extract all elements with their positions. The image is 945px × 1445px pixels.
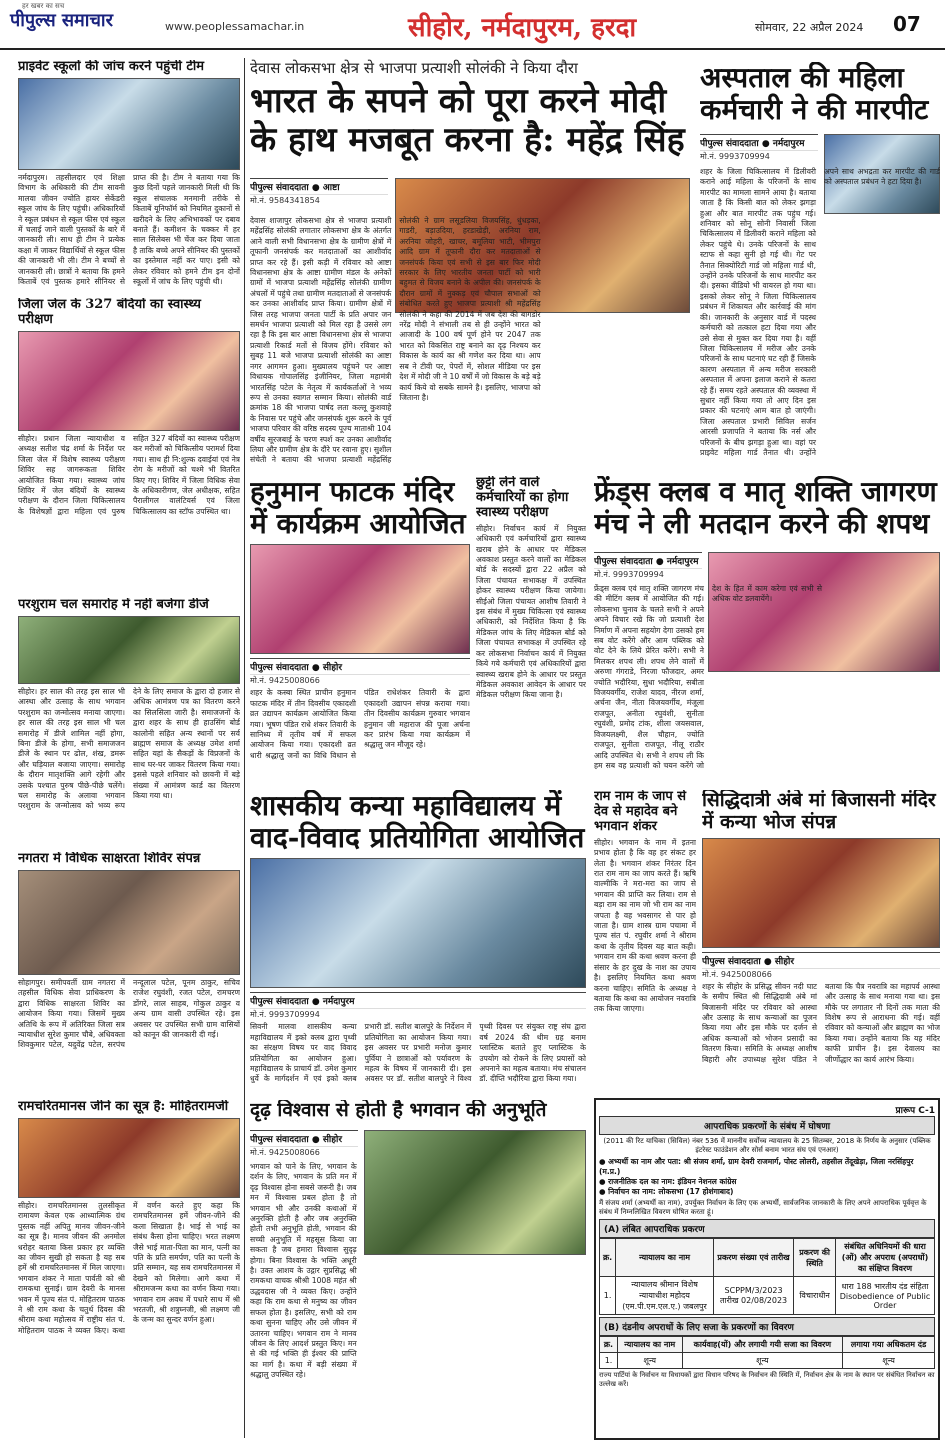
cell-sr: 1.	[600, 1353, 618, 1369]
headline: राम नाम के जाप से देव से महादेव बने भगवान शंकर	[594, 790, 687, 834]
photo-jail	[18, 331, 240, 431]
table-row	[600, 1277, 935, 1315]
cell-case-no: SCPPM/3/2023 तारीख 02/08/2023	[713, 1277, 793, 1315]
article-jail	[18, 298, 240, 588]
tagline: हर खबर का सच	[22, 2, 65, 10]
headline: हनुमान फाटक मंदिर में कार्यक्रम आयोजित	[250, 476, 466, 541]
article-siddhidatri	[702, 790, 940, 1090]
cell-sections: धारा 188 भारतीय दंड संहिता Disobedience of Public Order	[835, 1277, 934, 1315]
section-b-title: (B) दंडनीय अपराधों के लिए सजा के प्रकरणों का विवरण	[599, 1317, 935, 1336]
notice-election: ● निर्वाचन का नाम: लोकसभा (17 होशंगाबाद)	[599, 1187, 734, 1196]
photo-parshuram	[18, 616, 240, 684]
mobile: मो.नं. 9584341854	[250, 196, 320, 205]
article-drid	[250, 1100, 586, 1438]
col-court: न्यायालय का नाम	[618, 1337, 682, 1353]
notice-party: ● राजनीतिक दल का नाम: इंडियन नेशनल कांग्रेस	[599, 1177, 737, 1186]
issue-date: सोमवार, 22 अप्रैल 2024	[755, 21, 864, 34]
mobile: मो.नं. 9425008066	[250, 676, 320, 686]
notice-intro: (2011 की रिट याचिका (सिविल) नंबर 536 में माननीय सर्वोच्च न्यायालय के 25 सितम्बर, 2018 के निर्णय के अनुसार (पब्लिक इंटरेस्ट फाउंडेशन और सोर्स बनाम भारत संघ एवं एनआर)	[603, 1137, 931, 1154]
logo: पीपुल्स समाचार	[10, 10, 113, 31]
table-convictions	[599, 1336, 935, 1369]
article-body: फ्रेंड्स क्लब एवं मातृ शक्ति जागरण मंच की मीटिंग क्लब में आयोजित की गई। लोकसभा चुनाव के चलते सभी ने अपने अपने विचार रखे कि जो प्रत्याशी देश निर्माण में अपना सहयोग देगा उसको हम सब वोट करेंगे और आम पब्लिक को वोट देने के लिये प्रेरित करेंगे। सभी ने मिलकर शपथ ली। शपथ लेने वालों में अरुणा गंगराडे, निरजा फौजदार, अमर ज्योति भदौरिया, सुधा भदौरिया, सबीता विजयवर्गीय, राजेश यादव, नीरज शर्मा, अर्चना जैन, नीता विजयवर्गीय, मंजूला राजपूत, अनीता रघुवंशी, सुनीता रघुवंशी, प्रमोद टांक, शीला जयसवाल, विजयलक्ष्मी, शैल चौहान, ज्योति राजपूत, सुनीता राजपूत, नीलू राठौर आदि उपस्थित थे। सभी ने शपथ ली कि हम सब वह प्रत्याशी को चयन करेंगे जो देश के हित में काम करेगा एवं सभी से अधिक वोट डलवायेंगे।	[594, 584, 822, 770]
byline: पीपुल्स संवाददाता ● नर्मदापुरम	[700, 134, 818, 151]
article-chhutti	[476, 476, 586, 776]
col-sentence: कार्यवाह(यों) और लगायी गयी सजा का विवरण	[682, 1337, 843, 1353]
headline: प्राइवेट स्कूलों की जांच करने पहुंची टीम	[18, 60, 205, 74]
column-rule	[244, 58, 245, 1438]
article-body: सीहोर। भगवान के नाम में इतना प्रभाव होता है कि वह हर संकट हर लेता है। भगवान शंकर निरंतर दिन रात राम नाम का जाप करते हैं। ऋषि वाल्मीकि ने मरा-मरा का जाप से भगवान की प्राप्ति कर लिया। राम से बड़ा राम का नाम जो भी राम का नाम जपता है वह भवसागर से पार हो जाता है। ग्राम शास्त्र ग्राम पचामा में पूज्य संत पं. रघुवीर शर्मा ने श्रीराम कथा के तृतीय दिवस यह बात कही। भगवान राम की कथा श्रवण करना ही संसार के हर दुख के नाश का उपाय है। इसलिए नियमित कथा श्रवण करना चाहिए। समिति के अध्यक्ष ने बताया कि कथा का आयोजन नवरात्रि तक किया जाएगा।	[594, 837, 696, 1014]
article-hospital	[700, 62, 940, 470]
table-row	[600, 1353, 935, 1369]
byline: पीपुल्स संवाददाता ● नर्मदापुरम	[250, 992, 586, 1009]
byline: पीपुल्स संवाददाता ● नर्मदापुरम	[594, 552, 702, 569]
headline: भारत के सपने को पूरा करने मोदी के हाथ मजबूत करना है: महेंद्र सिंह	[250, 81, 685, 161]
cell-max-penalty: शून्य	[843, 1353, 935, 1369]
col-sr: क्र.	[600, 1239, 616, 1277]
headline: रामचरितमानस जीने का सूत्र है: मोहितरामजी	[18, 1100, 229, 1114]
article-ram-naam	[594, 790, 696, 1090]
photo-ramcharit	[18, 1118, 240, 1198]
mobile: मो.नं. 9993709994	[250, 1010, 320, 1020]
photo-inspection	[18, 78, 240, 170]
col-case-no: प्रकरण संख्या एवं तारीख	[713, 1239, 793, 1277]
cell-sentence: शून्य	[682, 1353, 843, 1369]
friends-byline-block	[594, 552, 702, 582]
headline: अस्पताल की महिला कर्मचारी ने की मारपीट	[700, 62, 929, 127]
article-body: सीहोर। निर्वाचन कार्य में नियुक्त अधिकारी एवं कर्मचारियों द्वारा स्वास्थ्य खराब होने के आधार पर मेडिकल अवकाश प्रस्तुत करने वालों का मेडिकल बोर्ड के सदस्यों द्वारा 22 अप्रैल को जिला पंचायत सभाकक्ष में उपस्थित होकर स्वास्थ्य परीक्षण किया जायेगा। सीईओ जिला पंचायत आशीष तिवारी ने इस संबंध में मुख्य चिकित्सा एवं स्वास्थ्य अधिकारी, को निर्देशित किया है कि मेडिकल जांच के लिए मेडिकल बोर्ड को जिला पंचायत सभाकक्ष में उपस्थित रहे कर लोकसभा निर्वाचन कार्य में नियुक्त किये गये कर्मचारी एवं अधिकारियों द्वारा स्वास्थ्य खराब होने के आधार पर प्रस्तुत मेडिकल अवकाश आवेदन के आधार पर मेडिकल परीक्षण किया जाना है।	[476, 523, 586, 700]
notice-declaration: मैं संजय शर्मा (अभ्यर्थी का नाम), उपर्युक्त निर्वाचन के लिए एक अभ्यर्थी, सार्वजनिक जानकारी के लिए अपने आपराधिक पूर्ववृत्त के संबंध में निम्नलिखित विवरण घोषित करता हूं।	[599, 1199, 927, 1216]
website-url[interactable]: www.peoplessamachar.in	[165, 20, 305, 33]
col-sr: क्र.	[600, 1337, 618, 1353]
kicker: देवास लोकसभा क्षेत्र से भाजपा प्रत्याशी सोलंकी ने किया दौरा	[250, 59, 578, 77]
notice-candidate: ● अभ्यर्थी का नाम और पता: श्री संजय शर्मा, ग्राम देवरी राजमार्ग, पोस्ट लोलरी, तहसील तेंदूखेड़ा, जिला नरसिंहपुर (म.प्र.)	[599, 1157, 914, 1176]
cell-status: विचाराधीन	[794, 1277, 836, 1315]
headline: परशुराम चल समारोह में नहीं बजेगा डीजे	[18, 598, 209, 612]
article-private-schools	[18, 60, 240, 290]
masthead	[0, 0, 945, 50]
headline: सिद्धिदात्री अंबे मां बिजासनी मंदिर में कन्या भोज संपन्न	[702, 790, 936, 833]
article-body: सीहोर। हर साल की तरह इस साल भी आस्था और उत्साह के साथ भगवान परशुराम का जन्मोत्सव मनाया जाएगा। हर साल की तरह इस साल भी चल समारोह में डीजे शामिल नहीं होगा, बिना डीजे के होगा, सभी समाजजन डीजे के स्थान पर ढोल, शंख, डमरू और घड़ियाल बजाया जाएगा। समारोह के दौरान मातृशक्ति आगे रहेगी और उसके पश्चात पुरुष पीछे-पीछे चलेंगे। चल समारोह के अलावा भगवान परशुराम के जन्मोत्सव को भव्य रूप देने के लिए समाज के द्वारा दो हजार से अधिक आमंत्रण पत्र का वितरण करने का सिलसिला जारी है। समाजजनों के द्वारा शहर के साथ ही हाउसिंग बोर्ड कालोनी सहित अन्य स्थानों पर सर्व ब्राह्मण समाज के अध्यक्ष उमेश शर्मा सहित यहां के सैकड़ों के विप्रजनों के साथ घर-घर जाकर वितरण किया गया। इससे पहले शनिवार को छावनी में बड़े संख्या में आमंत्रण कार्ड का वितरण किया गया था।	[18, 686, 240, 811]
drid-byline-block	[250, 1130, 358, 1160]
mobile: मो.नं. 9425008066	[250, 1148, 320, 1157]
article-hanuman	[250, 476, 470, 776]
col-court: न्यायालय का नाम	[616, 1239, 714, 1277]
page-number: 07	[893, 12, 921, 36]
notice-footnote: राज्य पार्टियां के निर्वाचन या विधायकों द्वारा विधान परिषद के निर्वाचन की स्थिति में, निर्वाचन क्षेत्र के नाम के स्थान पर संबंधित निर्वाचन का उल्लेख करें।	[599, 1371, 935, 1388]
article-body: सीहोर। प्रधान जिला न्यायाधीश व अध्यक्ष सतीश चंद्र शर्मा के निर्देश पर जिला जेल में विशेष स्वास्थ्य परीक्षण शिविर सह जागरूकता शिविर आयोजित किया गया। स्वास्थ्य जांच शिविर में जेल बंदियों के स्वास्थ्य परीक्षण के दौरान जिला चिकित्सालय के विशेषज्ञों द्वारा महिला एवं पुरुष सहित 327 बंदियों का स्वास्थ्य परीक्षण कर मरीजों को चिकित्सीय परामर्श दिया गया। साथ ही नि:शुल्क दवाईयां एवं नेत्र रोग के मरीजों को चश्मे भी वितरित किए गए। शिविर में जिला विधिक सेवा के अधिकारीगण, जेल अधीक्षक, सहित पैरालीगल वालंटियर्स एवं जिला चिकित्सालय का स्टॉफ उपस्थित था।	[18, 433, 240, 516]
byline: पीपुल्स संवाददाता ● आष्टा	[250, 178, 388, 195]
article-body: शहर के सीहोर के प्रसिद्ध सीवन नदी घाट के समीप स्थित श्री सिद्धिदात्री अंबे मां बिजासनी मंदिर पर रविवार को आस्था और उत्साह के साथ कन्याओं का पूजन किया गया और इस मौके पर दर्जन से अधिक कन्याओं को भोजन प्रसादी का वितरण किया। समिति के अध्यक्ष आशीष बिहारी और उपाध्यक्ष सुरेश पंडित ने बताया कि चैत्र नवरात्रि का महापर्व आस्था और उत्साह के साथ मनाया गया था। इस मौके पर लगातार नौ दिनों तक माता की विशेष रूप से आराधना की गई। वहीं रविवार को कन्याओं और ब्राह्मण का भोज किया गया। उन्होंने बताया कि यह मंदिर काफी प्राचीन है। इस देवालय का जीर्णोद्धार का कार्य आरंभ किया।	[702, 981, 940, 1064]
notice-form: प्रारूप C-1	[895, 1106, 935, 1116]
mobile: मो.नं. 9425008066	[702, 969, 772, 979]
photo-hanuman	[250, 544, 470, 654]
article-body: नर्मदापुरम। तहसीलदार एवं शिक्षा विभाग के अधिकारी की टीम सावनी मालवा जीवन ज्योति हायर सेकेंडरी स्कूल जांच के लिए पहुंची। अधिकारियों ने स्कूल प्रबंधन से स्कूल फीस एवं स्कूल में चलाई जाने वाली पुस्तकों के बारे में जानकारी ली। साथ ही टीम ने प्रत्येक कक्षा में जाकर विद्यार्थियों से स्कूल फीस की जानकारी भी ली। टीम ने बच्चों से जानकारी ली। छात्रों ने बताया कि हमने किताबें एवं पुस्तक हमारे सीनियर से प्राप्त की है। टीम ने बताया गया कि कुछ दिनों पहले जानकारी मिली थी कि स्कूल संचालक मनमानी तरीके से किताबें यूनिफॉर्म को नियमित दुकानों से खरीदने के लिए अभिभावकों पर दबाव बनाते हैं। कमीशन के चक्कर में हर साल सिलेबस भी चेंज कर दिया जाता है ताकि बच्चे अपने सीनियर की पुस्तकों का इस्तेमाल नहीं कर पाए। इसी को लेकर रविवार को हमने टीम इन दोनों स्कूलों में जांच के लिए पहुंची थी।	[18, 172, 240, 286]
article-ramcharit	[18, 1100, 240, 1438]
article-friends-club	[594, 476, 940, 776]
article-college	[250, 790, 586, 1095]
headline: शासकीय कन्या महाविद्यालय में वाद-विवाद प्रतियोगिता आयोजित	[250, 790, 585, 855]
headline: नगतरा में विधिक साक्षरता शिविर संपन्न	[18, 852, 201, 866]
article-body: सोहागपुर। समीपवर्ती ग्राम नगतरा में तहसील विधिक सेवा प्राधिकरण के द्वारा विधिक साक्षरता शिविर का आयोजन किया गया। जिसमें मुख्य अतिथि के रूप में अतिरिक्त जिला सत्र न्यायाधीश सुरेश कुमार चौबे, अधिवक्ता शिवकुमार पटेल, यदुवेंद्र पटेल, सरपंच नन्दूलाल पटेल, पूनम ठाकुर, सचिव राजेश रघुवंशी, रजत पटेल, रामचरण डोंगरे, लाल साहब, गोकुल ठाकुर व अन्य ग्राम वासी उपस्थित रहे। इस अवसर पर उपस्थित सभी ग्राम वासियों को कानून की जानकारी दी गई।	[18, 977, 240, 1050]
photo-college	[250, 858, 586, 988]
article-lead	[250, 58, 690, 470]
col-max-penalty: लगाया गया अधिकतम दंड	[843, 1337, 935, 1353]
article-body: देवास शाजापुर लोकसभा क्षेत्र से भाजपा प्रत्याशी महेंद्रसिंह सोलंकी लगातार लोकसभा क्षेत्र के अंतर्गत आने वाली सभी विधानसभा क्षेत्र के ग्रामीण क्षेत्रों में तूफानी जनसंपर्क कर मतदाताओं का आशीर्वाद प्राप्त कर रहे हैं। इसी कड़ी में रविवार को आष्टा विधानसभा क्षेत्र के आष्टा ग्रामीण मंडल के अनेकों ग्रामों में भाजपा प्रत्याशी महेंद्रसिंह सोलंकी ग्रामीण अंचलों में पहुंचे तथा ग्रामीण मतदाताओं से जनसंपर्क कर उनका आशीर्वाद प्राप्त किया। ग्रामीण क्षेत्रों में जिस तरह भाजपा जनता पार्टी के प्रति अपार जन समर्थन भाजपा प्रत्याशी को मिल रहा है उससे लग रहा है कि इस बार आष्टा विधानसभा क्षेत्र से भाजपा प्रत्याशी रिकार्ड मतों से विजय होंगे। रविवार को सुबह 11 बजे भाजपा प्रत्याशी सोलंकी का आष्टा नगर आगमन हुआ। मुख्यालय पहुंचने पर आष्टा विधायक गोपालसिंह इंजीनियर, जिला महामंत्री भारतसिंह पटेल के नेतृत्व में कार्यकर्ताओं ने भव्य रूप से उनका स्वागत सम्मान किया। सोलंकी वार्ड क्रमांक 18 की भाजपा पार्षद लता कल्लू कुशवाहे के निवास पर पहुंचे और जनसंपर्क शुरू करने के पूर्व भाजपा परिवार की वरिष्ठ सदस्य पूज्य माताश्री 104 वर्षीय सूरजबाई के चरण स्पर्श कर उनका आशीर्वाद लिया और ग्रामीण क्षेत्र के दौरे पर रवाना हुए। सुशील संचेती ने बताया की भाजपा प्रत्याशी महेंद्रसिंह सोलंकी ने ग्राम लसूडलिया विजयसिंह, धुंधड़का, गाडरी, बड़ाउदिया, हरडाखेड़ी, अरनिया राम, अरनिया जोहरी, खाचर, बमूलिया भाटी, भीमपुरा आदि ग्राम में तूफानी दौरा कर मतदाताओं से जनसंपर्क किया एवं सभी से इस बार फिर मोदी सरकार के लिए भारतीय जनता पार्टी को भारी बहुमत से विजय बनाने के अपील की। जनसंपर्क के दौरान ग्रामों में नुक्कड़ एवं चौपाल सभाओं को संबोधित करते हुए भाजपा प्रत्याशी श्री महेंद्रसिंह सोलंकी ने कहा की 2014 में जब देश की बागडोर नरेंद्र मोदी ने संभाली तब से ही उन्होंने भारत को आजादी के 100 वर्ष पूर्ण होने पर 2047 तक भारत को विकसित राष्ट्र बनाने का दृढ़ निश्चय कर विकास के कार्य का श्री गणेश कर दिया था। आप सब ने टीवी पर, पेपरों में, सोशल मीडिया पर इस देश में मोदी जी ने 10 वर्षों में जो विकास के बड़े बड़े कार्य किये वो सबके सामने है। इसलिए, भाजपा को जिताना है।	[250, 216, 541, 465]
article-body: भगवान को पाने के लिए, भगवान के दर्शन के लिए, भगवान के प्रति मन में दृढ़ विश्वास होना सबसे जरूरी है। जब मन में विश्वास प्रबल होता है तो भगवान भी और उनकी कथाओं में अनुरक्ति होती है और जब अनुरक्ति होती तभी अनुभूति होती, भगवान की सच्ची अनुभूति में महसूस किया जा सकता है जब हमारा विश्वास सुदृढ़ होगा। बिना विश्वास के भक्ति अधूरी है। उक्त आशय के उद्गार सुप्रसिद्ध श्री रामकथा वाचक श्रीश्री 1008 महंत श्री उद्धवदास जी ने व्यक्त किए। उन्होंने कहा कि राम कथा से मनुष्य का जीवन सफल होता है। इसलिए, सभी को राम कथा सुनना चाहिए और उसे जीवन में उतारना चाहिए। भगवान राम ने मानव जीवन के लिए आदर्श प्रस्तुत किए। मन से की गई भक्ति ही ईश्वर की प्राप्ति का मार्ग है। कथा में बड़ी संख्या में श्रद्धालु उपस्थित रहे।	[250, 1162, 357, 1380]
article-body: सिवनी मालवा शासकीय कन्या महाविद्यालय में इको क्लब द्वारा पृथ्वी का संरक्षण विषय पर वाद विवाद प्रतियोगिता का आयोजन हुआ। महाविद्यालय के प्राचार्य डॉ. उमेश कुमार धुर्वे के मार्गदर्शन में एवं इको क्लब प्रभारी डॉ. सतीश बालपुरे के निर्देशन में प्रतियोगिता का आयोजन किया गया। इस अवसर पर प्रभारी मनोज कुमार पुर्विया ने छात्राओं को पर्यावरण के महत्व के विषय में जानकारी दी। इस अवसर पर डॉ. सतीश बालपुरे ने विश्व पृथ्वी दिवस पर संयुक्त राष्ट्र संघ द्वारा वर्ष 2024 की थीम ग्रह बनाम प्लास्टिक बताते हुए प्लास्टिक के उपयोग को रोकने के लिए प्रयासों को अपनाने का महत्व बताया। मंच संचालन डॉ. दीप्ति भदौरिया द्वारा किया गया।	[250, 1022, 586, 1084]
notice-title: आपराधिक प्रकरणों के संबंध में घोषणा	[599, 1116, 935, 1135]
byline: पीपुल्स संवाददाता ● सीहोर	[250, 658, 470, 675]
article-body: शहर के जिला चिकित्सालय में डिलीवरी कराने आई महिला के परिजनों के साथ मारपीट का मामला सामने आया है। बताया जाता है कि किसी बात को लेकर झगड़ा हुआ और बात मारपीट तक पहुंच गई। शनिवार को सोनू सोनी निवासी जिला चिकित्सालय में डिलीवरी कराने महिला को लेकर पहुंचे थे। उनके परिजनों के साथ स्टाफ से कहा सुनी हो गई थी। गेट पर तैनात सिक्योरिटी गार्ड जो महिला गार्ड थी, उन्होंने उनके परिजनों के साथ मारपीट कर दी। इसका वीडियो भी वायरल हो गया था। इसको लेकर सोनू ने जिला चिकित्सालय प्रबंधन में शिकायत और कार्रवाई की मांग की। जानकारी के अनुसार वार्ड में पदस्थ कर्मचारी को तत्काल हटा दिया गया और उसे सेवा से मुक्त कर दिया गया है। वहीं जिला चिकित्सालय में मरीज और उनके परिजनों के साथ घटनाएं घट रही हैं जिसके कारण अस्पताल में अन्य मरीज सरकारी अस्पताल में अपना इलाज कराने से कतरा रहे हैं। समय रहते अस्पताल की व्यवस्था में सुधार नहीं किया गया तो आए दिन इस प्रकार की घटनाएं आम बात हो जाएंगी। जिला अस्पताल प्रभारी सिविल सर्जन आरसी प्रजापति ने बताया कि नर्स और परिजनों के बीच झगड़ा हुआ था। वहां पर प्राइवेट महिला गार्ड तैनात थी। उन्होंने अपने साथ अभद्रता कर मारपीट की गार्ड को अस्पताल प्रबंधन ने हटा दिया है।	[700, 167, 940, 457]
headline: छुट्टी लेने वाले कर्मचारियों का होगा स्वास्थ्य परीक्षण	[476, 476, 569, 520]
section-a-title: (A) लंबित आपराधिक प्रकरण	[599, 1219, 935, 1238]
article-body: सीहोर। रामचरितमानस तुलसीकृत रामायण केवल एक आध्यात्मिक ग्रंथ पुस्तक नहीं अपितु मानव जीवन-जीने का सूत्र है। मानव जीवन की अनमोल धरोहर बताया किस प्रकार हर व्यक्ति का जीवन सुखी हो सकता है यह सब हमें श्री रामचरितमानस में मिल जाएगा। भगवान शंकर ने माता पार्वती को श्री रामकथा सुनाई। ग्राम देवरी के मानस भवन में पूज्य संत पं. मोहितराम पाठक ने श्री राम कथा के चतुर्थ दिवस की श्रीराम कथा महोत्सव में राष्ट्रीय संत पं. मोहितराम पाठक ने व्यक्त किए। कथा में वर्णन करते हुए कहा कि रामचरितमानस हमें जीवन-जीने की कला सिखाता है। भाई से भाई का संबंध कैसा होना चाहिए। भरत लक्ष्मण जैसे भाई माता-पिता का मान, पत्नी का पति के प्रति समर्पण, पति का पत्नी के प्रति सम्मान, यह सब रामचरितमानस में देखने को मिलेगा। आगे कथा में श्रीरामजन्म कथा का वर्णन किया गया। भगवान राम अवध में पधारे साथ में श्री भरतजी, श्री शत्रुघ्नजी, श्री लक्ष्मण जी के जन्म का सुन्दर वर्णन हुआ।	[18, 1200, 240, 1335]
election-notice	[594, 1098, 940, 1440]
col-sections: संबंधित अधिनियमों की धारा (ओं) और अपराध (अपराधों) का संक्षिप्त विवरण	[835, 1239, 934, 1277]
byline: पीपुल्स संवाददाता ● सीहोर	[250, 1130, 358, 1147]
article-nagra	[18, 852, 240, 1092]
photo-nagra	[18, 870, 240, 975]
photo-siddhidatri	[702, 838, 940, 948]
col-status: प्रकरण की स्थिति	[794, 1239, 836, 1277]
cell-court: न्यायालय श्रीमान विशेष न्यायाधीश महोदय (एम.पी.एम.एल.ए.) जबलपुर	[616, 1277, 714, 1315]
headline: जिला जेल के 327 बंदियों का स्वास्थ्य परीक्षण	[18, 298, 201, 327]
mobile: मो.नं. 9993709994	[594, 570, 664, 579]
headline: दृढ़ विश्वास से होती है भगवान की अनुभूति	[250, 1100, 547, 1121]
article-parshuram	[18, 598, 240, 843]
mobile: मो.नं. 9993709994	[700, 152, 770, 161]
cell-court: शून्य	[618, 1353, 682, 1369]
article-body: शहर के कस्बा स्थित प्राचीन हनुमान फाटक मंदिर में तीन दिवसीय एकादशी व्रत उद्यापन कार्यक्रम आयोजित किया गया। भूषण पंडित राधे शंकर तिवारी के सानिध्य में तृतीय वर्ष में सफल आयोजन किया गया। एकादशी व्रत धारी श्रद्धालु जनों का विधि विधान से पंडित राधेशंकर तिवारी के द्वारा एकादशी उद्यापन संपन्न कराया गया। तीन दिवसीय कार्यक्रम गुरुवार भगवान हनुमान जी महाराज की पूजा अर्चना कर प्रारंभ किया गया कार्यक्रम में श्रद्धालु जन मौजूद रहे।	[250, 688, 470, 760]
table-pending-cases	[599, 1238, 935, 1315]
byline: पीपुल्स संवाददाता ● सीहोर	[702, 952, 940, 969]
cell-sr: 1.	[600, 1277, 616, 1315]
headline: फ्रेंड्स क्लब व मातृ शक्ति जागरण मंच ने ली मतदान करने की शपथ	[594, 476, 937, 541]
hospital-byline-block	[700, 134, 818, 164]
section-title: सीहोर, नर्मदापुरम, हरदा	[408, 13, 637, 43]
